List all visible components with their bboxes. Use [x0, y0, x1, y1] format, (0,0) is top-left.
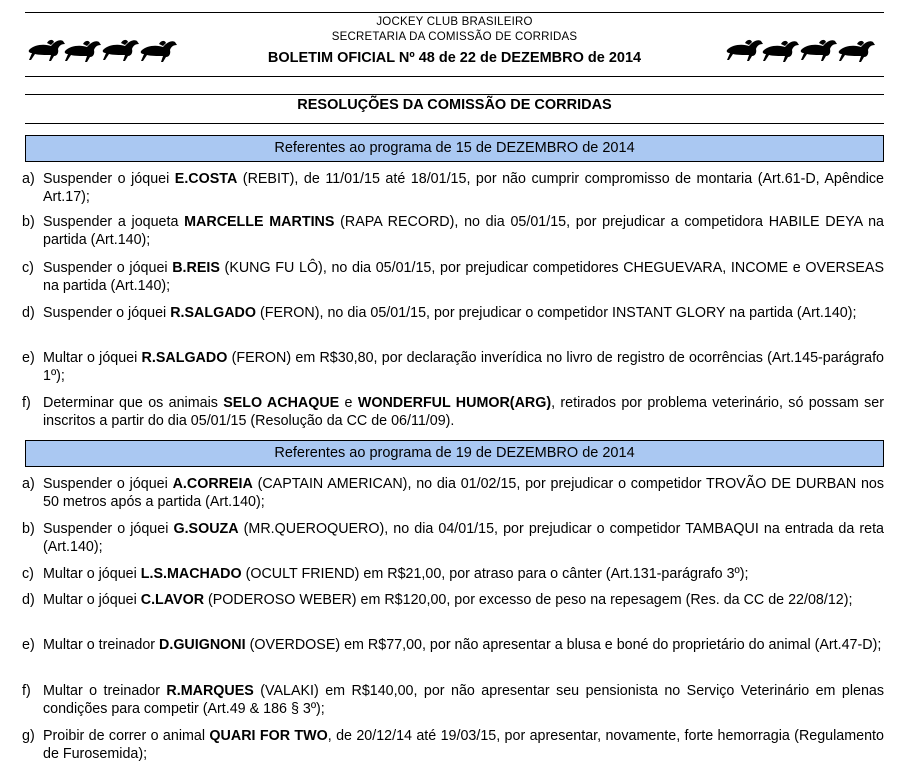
person-name: R.SALGADO: [141, 350, 228, 366]
item-text: Suspender o jóquei E.COSTA (REBIT), de 11/01/15 até 18/01/15, por não cumprir compromisso de montaria (Art.61-D, Apêndice Art.17);: [43, 171, 884, 205]
item-text: Suspender a joqueta MARCELLE MARTINS (RAPA RECORD), no dia 05/01/15, por prejudicar a competidora HABILE DEYA na partida (Art.140);: [43, 214, 884, 248]
resolution-item: [22, 394, 884, 430]
secretariat-name: SECRETARIA DA COMISSÃO DE CORRIDAS: [331, 31, 578, 43]
person-name: E.COSTA: [174, 171, 238, 187]
item-label: f): [22, 683, 31, 699]
header-bottom-rule: [25, 76, 884, 77]
item-label: b): [22, 214, 35, 230]
section-title: RESOLUÇÕES DA COMISSÃO DE CORRIDAS: [297, 97, 612, 113]
item-label: d): [22, 305, 35, 321]
resolution-item: [22, 636, 884, 654]
bulletin-title: BOLETIM OFICIAL Nº 48 de 22 de DEZEMBRO de 2014: [267, 50, 642, 66]
organization-name: JOCKEY CLUB BRASILEIRO: [376, 16, 533, 28]
item-text: Suspender o jóquei R.SALGADO (FERON), no dia 05/01/15, por prejudicar o competidor INSTANT GLORY na partida (Art.140);: [43, 305, 857, 321]
item-text: Proibir de correr o animal QUARI FOR TWO, de 20/12/14 até 19/03/15, por apresentar, novamente, forte hemorragia (Regulamento de Furosemida);: [43, 728, 884, 762]
item-label: f): [22, 395, 31, 411]
person-name: L.S.MACHADO: [140, 566, 242, 582]
resolution-item: [22, 727, 884, 763]
item-text: Suspender o jóquei A.CORREIA (CAPTAIN AMERICAN), no dia 01/02/15, por prejudicar o competidor TROVÃO DE DURBAN nos 50 metros após a partida (Art.140);: [43, 476, 884, 510]
item-label: c): [22, 260, 34, 276]
item-text: Multar o jóquei C.LAVOR (PODEROSO WEBER) em R$120,00, por excesso de peso na repesagem (Res. da CC de 22/08/12);: [43, 592, 853, 608]
animal-name: SELO ACHAQUE: [223, 395, 340, 411]
person-name: B.REIS: [172, 260, 220, 276]
resolution-item: [22, 304, 884, 322]
resolution-item: [22, 591, 884, 609]
person-name: R.SALGADO: [170, 305, 256, 321]
item-label: g): [22, 728, 35, 744]
item-text: Suspender o jóquei B.REIS (KUNG FU LÔ), no dia 05/01/15, por prejudicar competidores CHEGUEVARA, INCOME e OVERSEAS na partida (Art.140);: [43, 260, 885, 294]
person-name: D.GUIGNONI: [159, 637, 246, 653]
resolution-item: [22, 213, 884, 249]
section-top-rule: [25, 94, 884, 95]
resolution-item: [22, 349, 884, 385]
resolution-item: [22, 682, 884, 718]
animal-name: WONDERFUL HUMOR(ARG): [357, 395, 552, 411]
item-text: Multar o treinador R.MARQUES (VALAKI) em R$140,00, por não apresentar seu pensionista no Serviço Veterinário em plenas condições para competir (Art.49 & 186 § 3º);: [43, 683, 885, 717]
item-label: e): [22, 350, 35, 366]
program-heading: Referentes ao programa de 15 de DEZEMBRO de 2014: [25, 135, 884, 162]
item-label: b): [22, 521, 35, 537]
section-bottom-rule: [25, 123, 884, 124]
person-name: R.MARQUES: [166, 683, 254, 699]
item-text: Determinar que os animais SELO ACHAQUE e WONDERFUL HUMOR(ARG), retirados por problema veterinário, só possam ser inscritos a partir do dia 05/01/15 (Resolução da CC de 06/11/09).: [43, 395, 884, 429]
item-label: e): [22, 637, 35, 653]
bulletin-header: [25, 13, 884, 75]
item-text: Multar o treinador D.GUIGNONI (OVERDOSE) em R$77,00, por não apresentar a blusa e boné do proprietário do animal (Art.47-D);: [43, 637, 882, 653]
person-name: MARCELLE MARTINS: [184, 214, 335, 230]
item-text: Multar o jóquei R.SALGADO (FERON) em R$30,80, por declaração inverídica no livro de registro de ocorrências (Art.145-parágrafo 1º);: [43, 350, 884, 384]
item-label: a): [22, 476, 35, 492]
resolution-item: [22, 520, 884, 556]
item-label: d): [22, 592, 35, 608]
resolution-item: [22, 170, 884, 206]
item-text: Suspender o jóquei G.SOUZA (MR.QUEROQUERO), no dia 04/01/15, por prejudicar o competidor TAMBAQUI na entrada da reta (Art.140);: [43, 521, 884, 555]
person-name: A.CORREIA: [172, 476, 253, 492]
resolution-item: [22, 259, 884, 295]
animal-name: QUARI FOR TWO: [209, 728, 328, 744]
item-label: a): [22, 171, 35, 187]
person-name: G.SOUZA: [173, 521, 239, 537]
resolution-item: [22, 475, 884, 511]
racing-horses-icon: [725, 33, 885, 63]
program-heading: Referentes ao programa de 19 de DEZEMBRO de 2014: [25, 440, 884, 467]
item-text: Multar o jóquei L.S.MACHADO (OCULT FRIEND) em R$21,00, por atraso para o cânter (Art.131-parágrafo 3º);: [43, 566, 749, 582]
person-name: C.LAVOR: [140, 592, 205, 608]
item-label: c): [22, 566, 34, 582]
resolution-item: [22, 565, 884, 583]
